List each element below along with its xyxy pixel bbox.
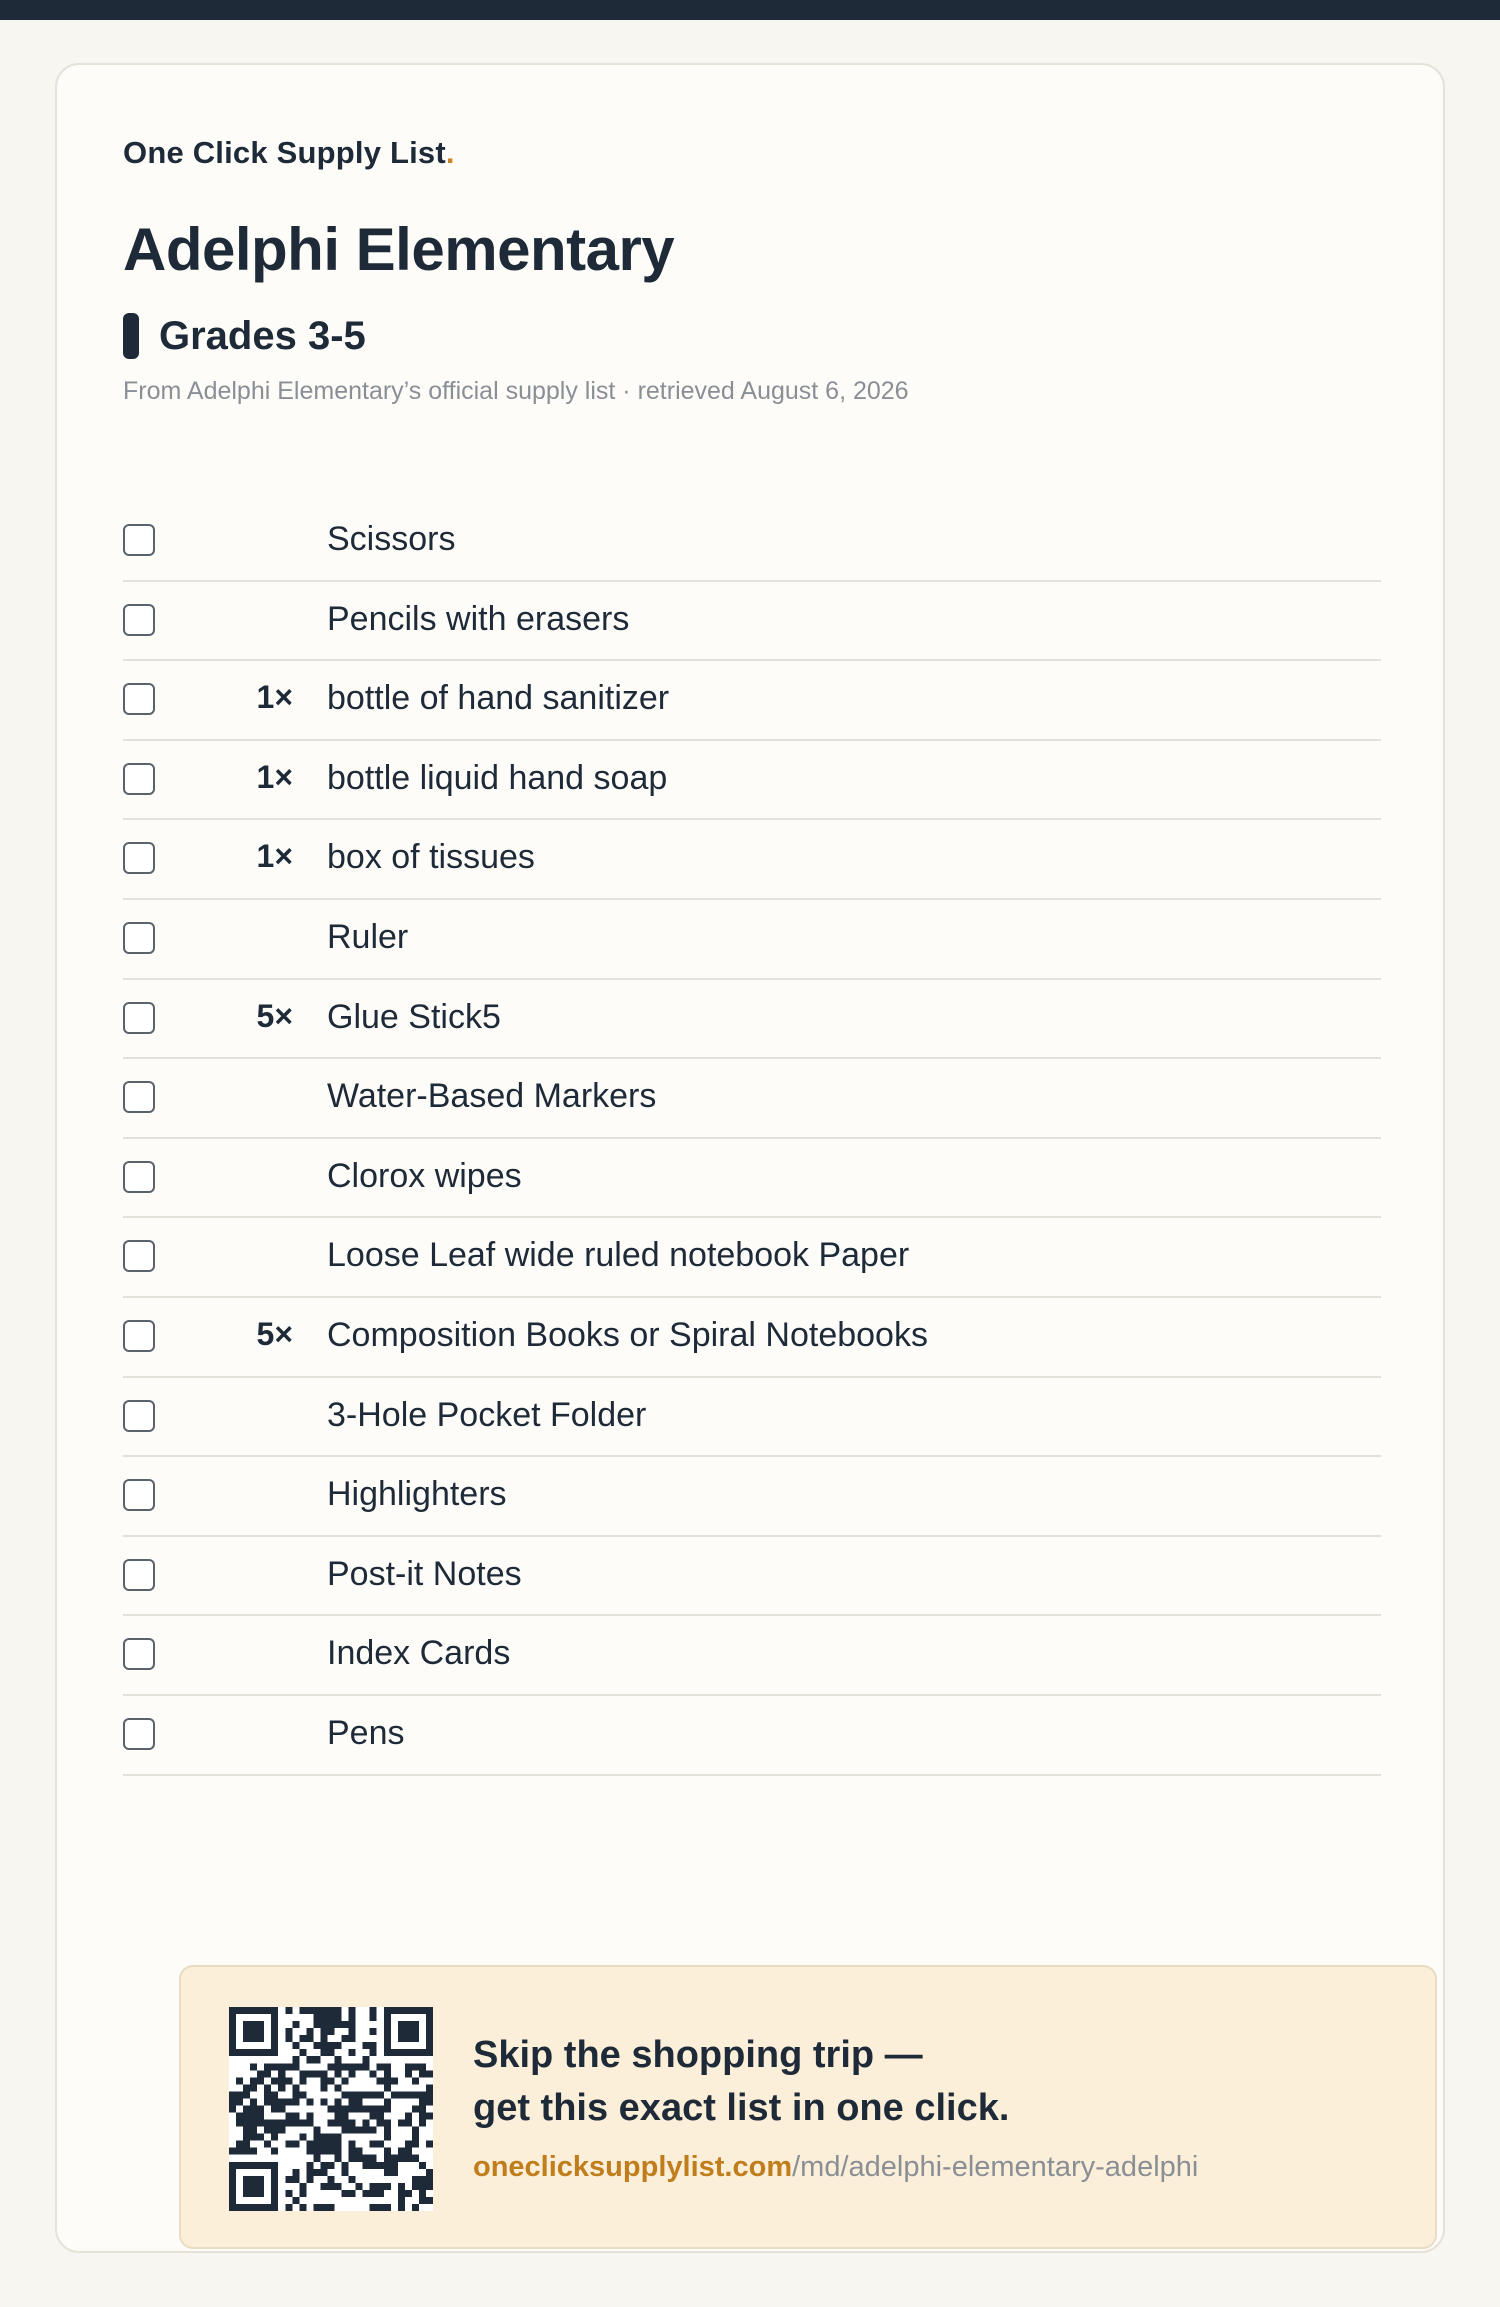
item-label: Pencils with erasers <box>327 599 630 638</box>
list-item[interactable] <box>123 1218 1381 1298</box>
item-checkbox[interactable] <box>123 524 155 556</box>
item-label: 3-Hole Pocket Folder <box>327 1395 647 1434</box>
item-quantity: 5× <box>256 1315 293 1352</box>
school-title: Adelphi Elementary <box>123 216 675 283</box>
item-quantity: 1× <box>256 758 293 795</box>
grade-heading <box>123 312 366 360</box>
promo-title-line1: Skip the shopping trip — <box>473 2034 923 2076</box>
qr-code-icon[interactable] <box>229 2007 433 2211</box>
item-label: bottle liquid hand soap <box>327 758 668 797</box>
item-label: box of tissues <box>327 838 535 877</box>
list-item[interactable] <box>123 1059 1381 1139</box>
grade-marker <box>123 313 139 359</box>
top-bar <box>0 0 1500 20</box>
promo-url-path: /md/adelphi-elementary-adelphi <box>792 2151 1199 2183</box>
item-checkbox[interactable] <box>123 1320 155 1352</box>
item-checkbox[interactable] <box>123 1161 155 1193</box>
list-item[interactable] <box>123 1616 1381 1696</box>
item-label: Pens <box>327 1713 405 1752</box>
item-quantity: 1× <box>256 679 293 716</box>
item-label: Ruler <box>327 917 409 956</box>
list-item[interactable] <box>123 661 1381 741</box>
list-item[interactable] <box>123 1378 1381 1458</box>
item-quantity: 1× <box>256 838 293 875</box>
grade-label: Grades 3-5 <box>159 313 366 358</box>
item-quantity: 5× <box>256 997 293 1034</box>
item-checkbox[interactable] <box>123 1002 155 1034</box>
brand-name: One Click Supply List <box>123 135 446 170</box>
promo-title-line2: get this exact list in one click. <box>473 2087 1010 2129</box>
list-item[interactable] <box>123 980 1381 1060</box>
item-checkbox[interactable] <box>123 763 155 795</box>
item-checkbox[interactable] <box>123 604 155 636</box>
list-item[interactable] <box>123 1457 1381 1537</box>
list-item[interactable] <box>123 1537 1381 1617</box>
list-item[interactable] <box>123 820 1381 900</box>
item-label: Glue Stick5 <box>327 997 501 1036</box>
item-checkbox[interactable] <box>123 1638 155 1670</box>
list-item[interactable] <box>123 582 1381 662</box>
brand-dot: . <box>445 135 455 170</box>
item-checkbox[interactable] <box>123 1400 155 1432</box>
promo-banner[interactable] <box>179 1965 1437 2249</box>
item-label: Post-it Notes <box>327 1554 522 1593</box>
list-item[interactable] <box>123 1298 1381 1378</box>
item-label: Index Cards <box>327 1634 511 1673</box>
list-item[interactable] <box>123 1696 1381 1776</box>
list-item[interactable] <box>123 900 1381 980</box>
item-checkbox[interactable] <box>123 922 155 954</box>
list-item[interactable] <box>123 741 1381 821</box>
list-item[interactable] <box>123 502 1381 582</box>
item-label: Water-Based Markers <box>327 1077 657 1116</box>
item-checkbox[interactable] <box>123 683 155 715</box>
promo-title <box>473 2029 1009 2135</box>
list-item[interactable] <box>123 1139 1381 1219</box>
item-checkbox[interactable] <box>123 842 155 874</box>
item-checkbox[interactable] <box>123 1479 155 1511</box>
promo-url-domain: oneclicksupplylist.com <box>473 2151 793 2183</box>
item-label: Scissors <box>327 520 456 558</box>
item-checkbox[interactable] <box>123 1559 155 1591</box>
item-label: bottle of hand sanitizer <box>327 679 670 718</box>
promo-link[interactable] <box>473 2151 1198 2184</box>
item-checkbox[interactable] <box>123 1081 155 1113</box>
item-label: Highlighters <box>327 1475 507 1514</box>
item-label: Loose Leaf wide ruled notebook Paper <box>327 1236 910 1275</box>
item-label: Clorox wipes <box>327 1156 522 1195</box>
source-note: From Adelphi Elementary’s official supply list · retrieved August 6, 2026 <box>123 377 909 405</box>
supply-list-card <box>55 63 1445 2253</box>
brand-logo[interactable] <box>123 135 455 171</box>
supply-list <box>123 502 1381 1776</box>
item-checkbox[interactable] <box>123 1240 155 1272</box>
item-checkbox[interactable] <box>123 1718 155 1750</box>
item-label: Composition Books or Spiral Notebooks <box>327 1315 928 1354</box>
